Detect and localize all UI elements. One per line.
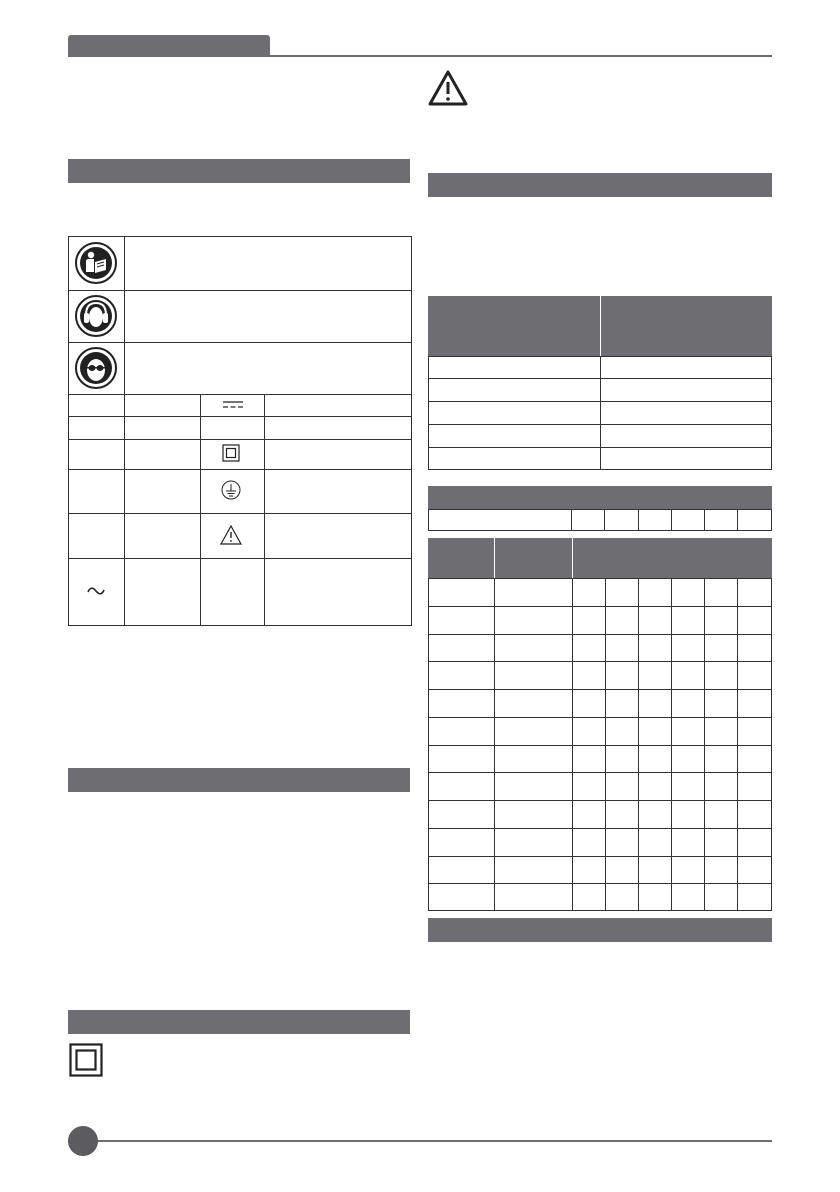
warning-icon bbox=[220, 525, 242, 550]
section-bar-right-bottom bbox=[428, 918, 772, 942]
table-rule bbox=[638, 578, 639, 911]
table2-title-bar bbox=[428, 486, 772, 509]
earth-terminal-icon bbox=[221, 480, 241, 505]
table1-header-divider bbox=[600, 296, 601, 356]
table-rule bbox=[428, 717, 772, 718]
read-manual-icon bbox=[75, 242, 117, 289]
symbols-table bbox=[68, 236, 412, 626]
table-rule bbox=[494, 578, 495, 911]
table-rule bbox=[572, 578, 573, 911]
table-rule bbox=[704, 509, 705, 531]
header-tab bbox=[68, 35, 270, 56]
warning-icon bbox=[428, 70, 468, 111]
class-ii-icon bbox=[222, 444, 240, 467]
table-rule bbox=[704, 578, 705, 911]
table-rule bbox=[600, 356, 601, 470]
table-rule bbox=[264, 394, 265, 626]
table3-header-divider bbox=[494, 538, 495, 578]
table-rule bbox=[428, 883, 772, 884]
table-rule bbox=[68, 290, 412, 291]
table-rule bbox=[428, 745, 772, 746]
section-bar-symbols bbox=[68, 159, 410, 183]
table-rule bbox=[737, 578, 738, 911]
eye-protection-icon bbox=[75, 347, 117, 394]
table-rule bbox=[200, 394, 201, 626]
section-bar-right-top bbox=[428, 173, 772, 197]
table-rule bbox=[68, 439, 412, 440]
footer-rule bbox=[96, 1140, 772, 1142]
page-number-badge bbox=[68, 1126, 98, 1156]
table-rule bbox=[737, 509, 738, 531]
table-rule bbox=[671, 578, 672, 911]
table-rule bbox=[571, 509, 572, 531]
table-rule bbox=[68, 558, 412, 559]
table-rule bbox=[428, 828, 772, 829]
table-rule bbox=[428, 634, 772, 635]
table-rule bbox=[428, 772, 772, 773]
direct-current-icon bbox=[222, 398, 244, 416]
table-rule bbox=[68, 394, 412, 395]
table3-header bbox=[428, 538, 772, 578]
table-rule bbox=[428, 606, 772, 607]
table3-header-divider bbox=[572, 538, 573, 578]
table2-sub-row bbox=[428, 509, 772, 531]
table-rule bbox=[68, 416, 412, 417]
table-rule bbox=[638, 509, 639, 531]
class-ii-icon bbox=[69, 1043, 103, 1082]
table-rule bbox=[428, 800, 772, 801]
table-rule bbox=[68, 469, 412, 470]
table-rule bbox=[604, 509, 605, 531]
table-rule bbox=[68, 342, 412, 343]
table-rule bbox=[671, 509, 672, 531]
table-rule bbox=[124, 236, 125, 626]
table-rule bbox=[68, 513, 412, 514]
table-rule bbox=[428, 689, 772, 690]
ear-protection-icon bbox=[75, 295, 117, 342]
table-rule bbox=[428, 856, 772, 857]
section-bar-3 bbox=[68, 1010, 410, 1034]
header-rule bbox=[68, 55, 772, 57]
table-rule bbox=[428, 661, 772, 662]
section-bar-2 bbox=[68, 768, 410, 792]
alternating-current-icon bbox=[86, 584, 106, 603]
table-rule bbox=[605, 578, 606, 911]
